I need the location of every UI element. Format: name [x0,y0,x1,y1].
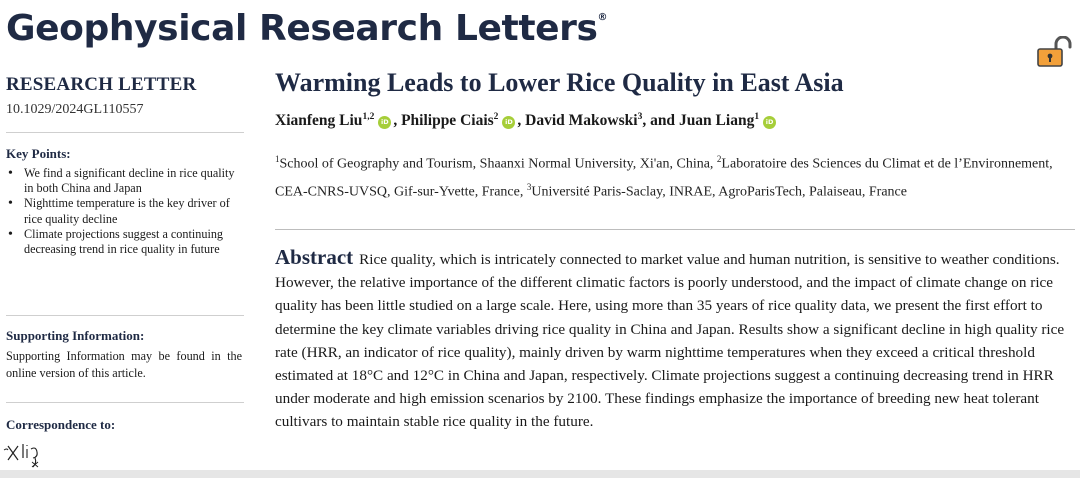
author-affiliation: 3 [637,112,643,122]
author-name[interactable]: Philippe Ciais [401,112,494,130]
sidebar-divider [6,402,244,403]
correspondence-title: Correspondence to: [6,417,116,432]
author-list [275,112,778,130]
author-name[interactable]: David Makowski [525,112,638,130]
affiliations [275,148,1065,204]
paper-title: Warming Leads to Lower Rice Quality in East Asia [275,68,844,97]
author-affiliation: 2 [493,112,499,122]
key-point-item: • Climate projections suggest a continuing decreasing trend in rice quality in future [6,227,240,257]
journal-title [6,8,607,49]
key-point-item: • Nighttime temperature is the key driver of rice quality decline [6,196,240,226]
author-affiliation: 1,2 [362,112,375,122]
author-separator: , and [642,112,679,130]
orcid-icon[interactable]: iD [378,116,391,129]
affiliation-text: Université Paris-Saclay, INRAE, AgroParisTech, Palaiseau, France [531,184,907,200]
signature-icon [2,436,50,470]
doi-link[interactable]: 10.1029/2024GL110557 [6,102,144,117]
supporting-info-text: Supporting Information may be found in the online version of this article. [6,349,242,380]
horizontal-scrollbar[interactable] [0,470,1080,478]
sidebar-divider [6,315,244,316]
abstract-divider [275,229,1075,230]
author-affiliation: 1 [754,112,760,122]
orcid-icon[interactable]: iD [502,116,515,129]
author-name[interactable]: Juan Liang [678,112,755,130]
key-points-title: Key Points: [6,146,71,161]
article-type: RESEARCH LETTER [6,74,197,95]
sidebar-divider [6,132,244,133]
abstract-text: Rice quality, which is intricately connected to market value and human nutrition, is sensitive to weather conditions. However, the relative importance of the different climatic factors is poorly understood, and the impact of climate change on rice quality has been little studied on a large scale. Here, using more than 35 years of rice quality data, we present the first effort to determine the key climate variables driving rice quality in China and Japan. Results show a significant decline in high quality rice rate (HRR, an indicator of rice quality), mainly driven by warm nighttime temperatures when they exceed a critical threshold estimated at 18°C and 12°C in China and Japan, respectively. Climate projections suggest a continuing decreasing trend in HRR under moderate and high emission scenarios by 2100. These findings emphasize the importance of breeding new heat tolerant cultivars to maintain stable rice quality in the future. [275,251,1065,431]
journal-title-text: Geophysical Research Letters [6,8,598,49]
author-name[interactable]: Xianfeng Liu [275,112,363,130]
open-lock-icon[interactable] [1032,36,1074,68]
orcid-icon[interactable]: iD [763,116,776,129]
registered-mark: ® [597,12,608,23]
abstract-heading: Abstract [275,245,354,269]
affiliation-number: 2 [716,154,722,164]
affiliation-text: School of Geography and Tourism, Shaanxi Normal University, Xi'an, China, [279,156,717,172]
affiliation-number: 3 [526,182,532,193]
key-points-list [6,166,240,257]
author-separator: , [393,112,402,130]
affiliation-text: Laboratoire des Sciences du Climat et de l’Environnement, CEA-CNRS-UVSQ, Gif-sur-Yvette, France, [275,156,1053,200]
author-separator: , [517,112,526,130]
supporting-info-title: Supporting Information: [6,328,145,343]
abstract [275,246,1075,434]
affiliation-number: 1 [275,154,280,164]
key-point-item: • We find a significant decline in rice quality in both China and Japan [6,166,240,196]
